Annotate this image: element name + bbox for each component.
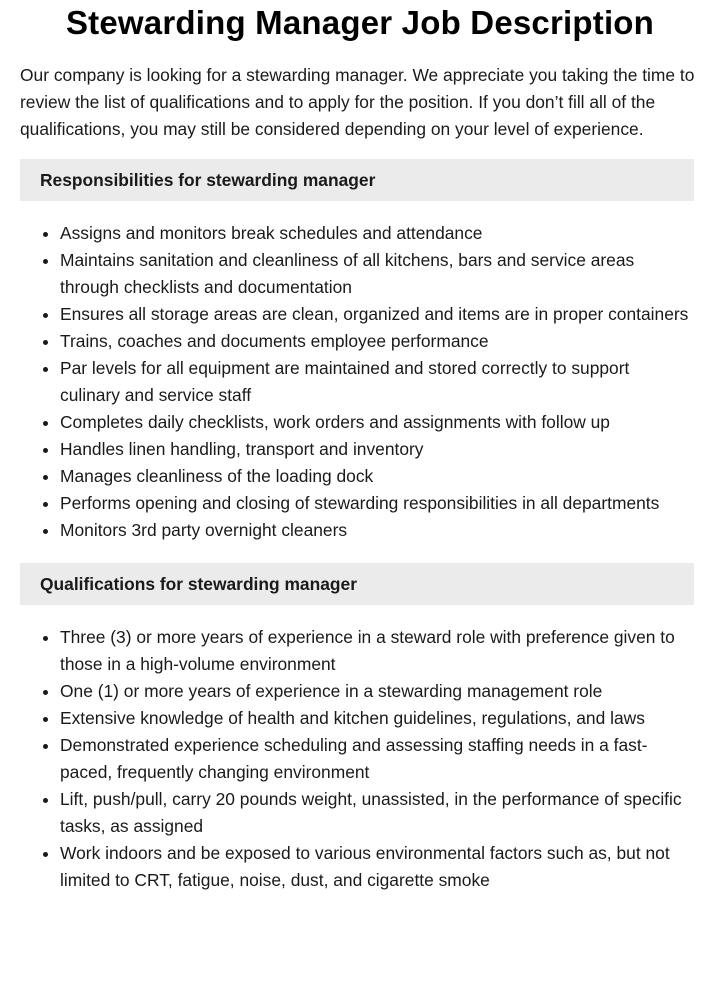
- list-item: • Ensures all storage areas are clean, organized and items are in proper containers: [60, 301, 694, 328]
- qualifications-heading: Qualifications for stewarding manager: [20, 563, 694, 605]
- intro-paragraph: Our company is looking for a stewarding manager. We appreciate you taking the time to review the list of qualifications and to apply for the position. If you don’t fill all of the qualifications, you may still be considered depending on your level of experience.: [20, 65, 695, 139]
- list-item: • Trains, coaches and documents employee performance: [60, 328, 694, 355]
- qualifications-list: [20, 624, 694, 894]
- list-item: • Handles linen handling, transport and inventory: [60, 436, 694, 463]
- list-item: • Manages cleanliness of the loading dock: [60, 463, 694, 490]
- list-item: • Completes daily checklists, work orders and assignments with follow up: [60, 409, 694, 436]
- responsibilities-list: [20, 220, 694, 544]
- list-item: • One (1) or more years of experience in a stewarding management role: [60, 678, 694, 705]
- list-item: • Three (3) or more years of experience in a steward role with preference given to those in a high-volume environment: [60, 624, 694, 678]
- list-item: • Monitors 3rd party overnight cleaners: [60, 517, 694, 544]
- list-item: • Par levels for all equipment are maintained and stored correctly to support culinary and service staff: [60, 355, 694, 409]
- list-item: • Performs opening and closing of stewarding responsibilities in all departments: [60, 490, 694, 517]
- list-item: • Extensive knowledge of health and kitchen guidelines, regulations, and laws: [60, 705, 694, 732]
- list-item: • Assigns and monitors break schedules and attendance: [60, 220, 694, 247]
- list-item: • Maintains sanitation and cleanliness of all kitchens, bars and service areas through checklists and documentation: [60, 247, 694, 301]
- responsibilities-heading: Responsibilities for stewarding manager: [20, 159, 694, 201]
- list-item: • Demonstrated experience scheduling and assessing staffing needs in a fast-paced, frequently changing environment: [60, 732, 694, 786]
- list-item: • Lift, push/pull, carry 20 pounds weight, unassisted, in the performance of specific tasks, as assigned: [60, 786, 694, 840]
- page-title: Stewarding Manager Job Description: [65, 4, 655, 41]
- list-item: • Work indoors and be exposed to various environmental factors such as, but not limited to CRT, fatigue, noise, dust, and cigarette smoke: [60, 840, 694, 894]
